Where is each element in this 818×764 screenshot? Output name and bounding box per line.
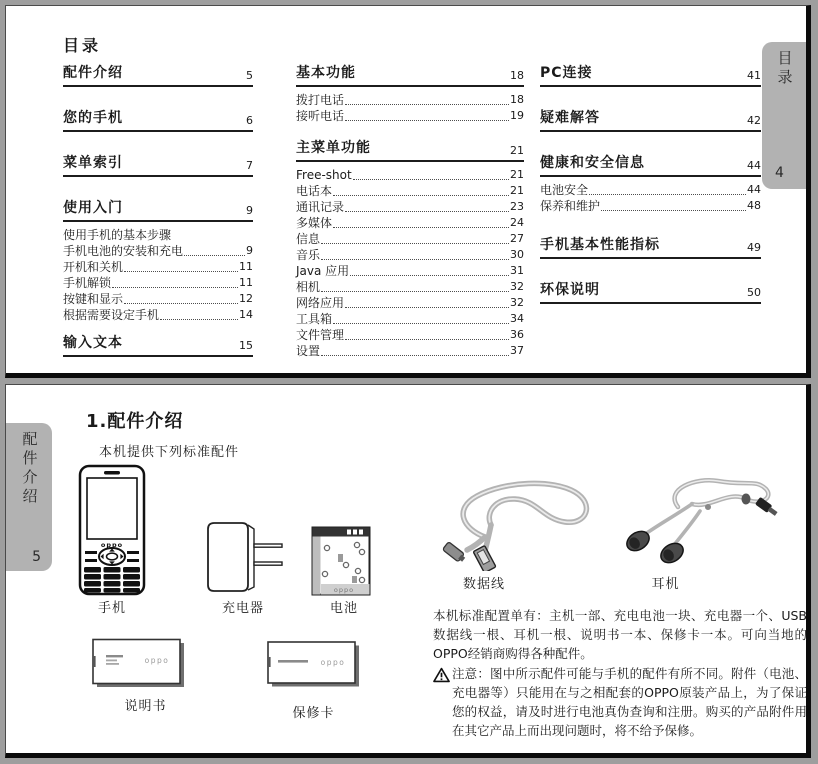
toc-section xyxy=(63,152,253,177)
toc-sub-entry xyxy=(540,198,761,214)
toc-entry-label: 手机电池的安装和充电 xyxy=(63,244,184,258)
toc-entry-label: 输入文本 xyxy=(63,335,123,351)
battery-illustration xyxy=(311,526,371,600)
toc-entry-label: 菜单索引 xyxy=(63,155,123,171)
toc-entry-page: 19 xyxy=(510,109,524,122)
leader-dots xyxy=(321,291,509,292)
earphones-illustration xyxy=(616,471,781,575)
figure-label-cable: 数据线 xyxy=(462,577,505,592)
toc-entry-label: 主菜单功能 xyxy=(296,140,371,156)
toc-sub-entry xyxy=(296,92,524,108)
toc-entry-page: 27 xyxy=(510,232,524,245)
figure-label-warranty: 保修卡 xyxy=(292,706,335,721)
toc-entry-page: 21 xyxy=(510,184,524,197)
chapter-tab-page-number: 4 xyxy=(775,165,784,181)
toc-entry-label: 相机 xyxy=(296,280,321,294)
toc-entry-page: 18 xyxy=(510,93,524,106)
toc-page xyxy=(5,5,811,378)
toc-sub-entry xyxy=(63,243,253,259)
toc-entry-label: 电话本 xyxy=(296,184,333,198)
toc-sub-entry xyxy=(296,199,524,215)
toc-section xyxy=(540,234,761,259)
toc-entry-label: Java 应用 xyxy=(296,264,350,278)
toc-column-3 xyxy=(540,62,761,309)
accessories-description: 本机标准配置单有：主机一部、充电电池一块、充电器一个、USB数据线一根、耳机一根、说明书一本、保修卡一本。可向当地的OPPO经销商购得各种配件。 xyxy=(433,608,807,661)
toc-entry-page: 24 xyxy=(510,216,524,229)
notice-row xyxy=(433,664,807,740)
toc-entry-label: 您的手机 xyxy=(63,110,123,126)
toc-entry-label: 信息 xyxy=(296,232,321,246)
leader-dots xyxy=(353,179,509,180)
brand-logo: oppo xyxy=(333,586,355,594)
warning-icon xyxy=(433,664,452,740)
toc-sub-entry xyxy=(63,259,253,275)
toc-entry-page: 6 xyxy=(246,114,253,127)
chapter-tab-label: 配件介绍 xyxy=(20,431,39,507)
toc-entry-page: 50 xyxy=(747,286,761,299)
charger-illustration xyxy=(199,520,287,598)
leader-dots xyxy=(184,255,245,256)
phone-illustration xyxy=(78,464,146,600)
leader-dots xyxy=(333,195,509,196)
toc-column-1 xyxy=(63,62,253,362)
leader-dots xyxy=(321,243,509,244)
toc-sub-entry xyxy=(63,291,253,307)
toc-entry-label: 设置 xyxy=(296,344,321,358)
toc-section xyxy=(63,62,253,87)
toc-section xyxy=(540,62,761,87)
toc-entry-label: 手机基本性能指标 xyxy=(540,237,660,253)
toc-entry-page: 14 xyxy=(239,308,253,321)
section-title: 1.配件介绍 xyxy=(86,411,184,432)
toc-entry-page: 18 xyxy=(510,69,524,82)
leader-dots xyxy=(345,307,509,308)
toc-entry-page: 9 xyxy=(246,204,253,217)
leader-dots xyxy=(124,271,238,272)
toc-entry-page: 11 xyxy=(239,260,253,273)
toc-entry-page: 31 xyxy=(510,264,524,277)
toc-entry-label: 多媒体 xyxy=(296,216,333,230)
toc-entry-page: 36 xyxy=(510,328,524,341)
toc-entry-page: 44 xyxy=(747,159,761,172)
toc-entry-label: 工具箱 xyxy=(296,312,333,326)
chapter-tab-page-number: 5 xyxy=(32,549,41,565)
leader-dots xyxy=(333,227,509,228)
leader-dots xyxy=(589,194,746,195)
leader-dots xyxy=(333,323,509,324)
section-subtitle: 本机提供下列标准配件 xyxy=(99,445,240,460)
toc-sub-entry xyxy=(296,343,524,359)
figure-label-phone: 手机 xyxy=(97,601,126,616)
toc-entry-label: 拨打电话 xyxy=(296,93,345,107)
notice-text: 注意：图中所示配件可能与手机的配件有所不同。附件（电池、充电器等）只能用在与之相配套的OPPO原装产品上，为了保证您的权益，请及时进行电池真伪查询和注册。购买的产品附件用在其它产品上而出现问题时，将不给予保修。 xyxy=(452,666,807,738)
leader-dots xyxy=(124,303,238,304)
toc-entry-label: 音乐 xyxy=(296,248,321,262)
toc-sub-entry xyxy=(296,295,524,311)
leader-dots xyxy=(112,287,238,288)
leader-dots xyxy=(345,120,509,121)
toc-section xyxy=(63,107,253,132)
toc-entry-page: 34 xyxy=(510,312,524,325)
toc-entry-label: 基本功能 xyxy=(296,65,356,81)
leader-dots xyxy=(345,211,509,212)
toc-entry-label: 网络应用 xyxy=(296,296,345,310)
toc-entry-label: 疑难解答 xyxy=(540,110,600,126)
toc-section xyxy=(63,197,253,222)
chapter-tab-accessories xyxy=(6,423,52,571)
toc-entry-label: 保养和维护 xyxy=(540,199,601,213)
accessories-description-block xyxy=(433,606,807,740)
toc-entry-page: 41 xyxy=(747,69,761,82)
toc-plain-entry xyxy=(63,227,253,243)
data-cable-illustration xyxy=(429,471,605,575)
toc-entry-page: 21 xyxy=(510,144,524,157)
toc-sub-entry xyxy=(296,215,524,231)
toc-entry-page: 48 xyxy=(747,199,761,212)
toc-entry-page: 30 xyxy=(510,248,524,261)
toc-entry-page: 44 xyxy=(747,183,761,196)
toc-entry-page: 32 xyxy=(510,280,524,293)
toc-section xyxy=(540,107,761,132)
toc-entry-label: Free-shot xyxy=(296,168,352,182)
figure-label-manual: 说明书 xyxy=(124,699,167,714)
figure-label-earphones: 耳机 xyxy=(651,577,680,592)
leader-dots xyxy=(345,339,509,340)
leader-dots xyxy=(345,104,509,105)
toc-sub-entry xyxy=(296,183,524,199)
toc-entry-label: 文件管理 xyxy=(296,328,345,342)
toc-entry-label: 开机和关机 xyxy=(63,260,124,274)
figure-label-charger: 充电器 xyxy=(221,601,264,616)
toc-entry-page: 32 xyxy=(510,296,524,309)
toc-column-2 xyxy=(296,62,524,359)
toc-sub-entry xyxy=(296,167,524,183)
toc-entry-page: 7 xyxy=(246,159,253,172)
brand-logo: oppo xyxy=(320,658,346,667)
brand-logo: oppo xyxy=(144,656,170,665)
toc-sub-entry xyxy=(296,231,524,247)
leader-dots xyxy=(321,355,509,356)
toc-sub-entry xyxy=(296,311,524,327)
toc-sub-entry xyxy=(296,279,524,295)
figure-label-battery: 电池 xyxy=(329,601,358,616)
toc-entry-page: 42 xyxy=(747,114,761,127)
toc-entry-page: 37 xyxy=(510,344,524,357)
toc-entry-label: 通讯记录 xyxy=(296,200,345,214)
leader-dots xyxy=(350,275,509,276)
chapter-tab-toc xyxy=(762,42,806,189)
toc-section xyxy=(540,152,761,177)
toc-entry-label: 根据需要设定手机 xyxy=(63,308,160,322)
toc-sub-entry xyxy=(540,182,761,198)
toc-entry-label: 配件介绍 xyxy=(63,65,123,81)
leader-dots xyxy=(160,319,238,320)
toc-sub-entry xyxy=(296,263,524,279)
toc-page-title: 目录 xyxy=(63,36,102,55)
accessories-page xyxy=(5,384,811,758)
leader-dots xyxy=(321,259,509,260)
toc-entry-page: 21 xyxy=(510,168,524,181)
chapter-tab-label: 目录 xyxy=(775,50,794,88)
toc-sub-entry xyxy=(296,327,524,343)
toc-sub-entry xyxy=(63,275,253,291)
warranty-card-illustration xyxy=(266,641,361,693)
brand-logo: oppo xyxy=(100,541,124,549)
toc-sub-entry xyxy=(296,247,524,263)
toc-sub-entry xyxy=(63,307,253,323)
toc-entry-label: 使用手机的基本步骤 xyxy=(63,228,172,242)
toc-entry-label: 按键和显示 xyxy=(63,292,124,306)
toc-section xyxy=(63,332,253,357)
toc-section xyxy=(296,62,524,87)
toc-entry-page: 15 xyxy=(239,339,253,352)
toc-section xyxy=(540,279,761,304)
toc-entry-label: 使用入门 xyxy=(63,200,123,216)
toc-entry-label: 电池安全 xyxy=(540,183,589,197)
toc-entry-page: 23 xyxy=(510,200,524,213)
toc-entry-label: PC连接 xyxy=(540,65,593,81)
toc-entry-page: 11 xyxy=(239,276,253,289)
toc-entry-label: 手机解锁 xyxy=(63,276,112,290)
toc-entry-label: 健康和安全信息 xyxy=(540,155,645,171)
toc-entry-page: 49 xyxy=(747,241,761,254)
toc-sub-entry xyxy=(296,108,524,124)
toc-section xyxy=(296,137,524,162)
manual-illustration xyxy=(91,638,186,694)
toc-entry-page: 12 xyxy=(239,292,253,305)
toc-entry-page: 5 xyxy=(246,69,253,82)
toc-entry-page: 9 xyxy=(246,244,253,257)
toc-entry-label: 环保说明 xyxy=(540,282,600,298)
leader-dots xyxy=(601,210,746,211)
toc-entry-label: 接听电话 xyxy=(296,109,345,123)
